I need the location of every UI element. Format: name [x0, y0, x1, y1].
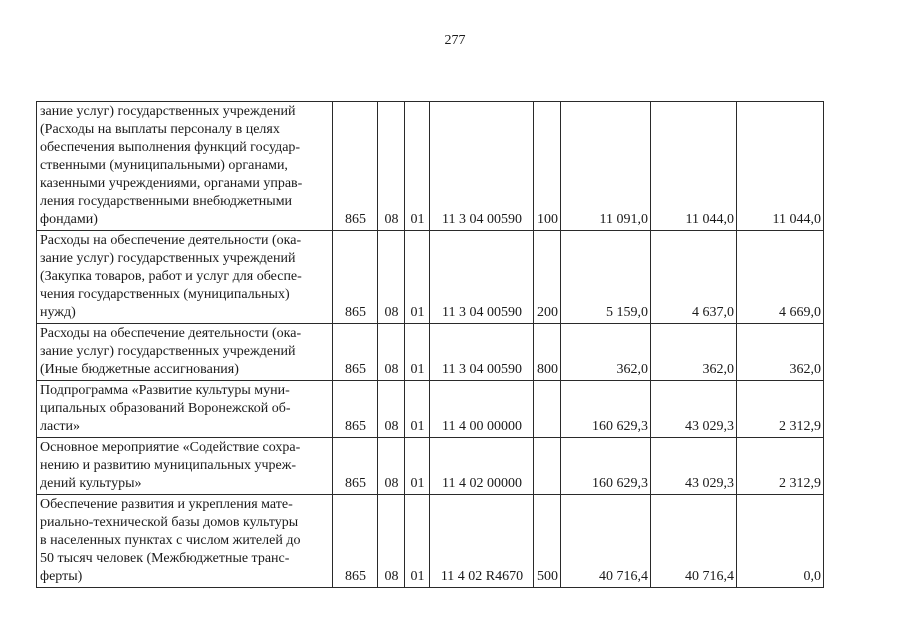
- amount-year3-cell: 11 044,0: [737, 102, 824, 231]
- description-line: риально-технической базы домов культуры: [40, 515, 299, 530]
- subsection-code-cell: 01: [405, 324, 430, 381]
- target-article-cell: 11 3 04 00590: [430, 324, 534, 381]
- target-article-cell: 11 4 00 00000: [430, 381, 534, 438]
- description-line: нению и развитию муниципальных учреж-: [40, 458, 297, 473]
- ministry-code-cell: 865: [333, 231, 378, 324]
- target-article-cell: 11 3 04 00590: [430, 102, 534, 231]
- expense-type-cell: 500: [534, 495, 561, 588]
- description-line: Основное мероприятие «Содействие сохра-: [40, 440, 301, 455]
- ministry-code-cell: 865: [333, 495, 378, 588]
- expense-type-cell: 800: [534, 324, 561, 381]
- subsection-code-cell: 01: [405, 102, 430, 231]
- amount-year1-cell: 160 629,3: [561, 438, 651, 495]
- target-article-cell: 11 4 02 00000: [430, 438, 534, 495]
- description-line: Расходы на обеспечение деятельности (ока-: [40, 326, 302, 341]
- section-code-cell: 08: [378, 102, 405, 231]
- table-row: [37, 231, 824, 324]
- table-row: [37, 495, 824, 588]
- description-line: ципальных образований Воронежской об-: [40, 401, 291, 416]
- subsection-code-cell: 01: [405, 495, 430, 588]
- ministry-code-cell: 865: [333, 102, 378, 231]
- amount-year1-cell: 11 091,0: [561, 102, 651, 231]
- description-line: (Иные бюджетные ассигнования): [40, 362, 239, 377]
- amount-year1-cell: 362,0: [561, 324, 651, 381]
- amount-year2-cell: 362,0: [651, 324, 737, 381]
- table-body: [37, 102, 824, 588]
- description-line: Подпрограмма «Развитие культуры муни-: [40, 383, 290, 398]
- description-line: (Расходы на выплаты персоналу в целях: [40, 122, 280, 137]
- description-line: фондами): [40, 212, 98, 227]
- amount-year1-cell: 5 159,0: [561, 231, 651, 324]
- expense-type-cell: [534, 381, 561, 438]
- amount-year1-cell: 40 716,4: [561, 495, 651, 588]
- expense-description-cell: [37, 438, 333, 495]
- expense-description-cell: [37, 324, 333, 381]
- amount-year2-cell: 40 716,4: [651, 495, 737, 588]
- description-line: в населенных пунктах с числом жителей до: [40, 533, 301, 548]
- section-code-cell: 08: [378, 438, 405, 495]
- description-line: (Закупка товаров, работ и услуг для обеспе-: [40, 269, 302, 284]
- table-row: [37, 438, 824, 495]
- page-number: 277: [444, 33, 466, 48]
- description-line: ласти»: [40, 419, 81, 434]
- expense-type-cell: 100: [534, 102, 561, 231]
- expense-description-cell: [37, 495, 333, 588]
- ministry-code-cell: 865: [333, 438, 378, 495]
- subsection-code-cell: 01: [405, 231, 430, 324]
- subsection-code-cell: 01: [405, 438, 430, 495]
- expense-type-cell: [534, 438, 561, 495]
- amount-year3-cell: 4 669,0: [737, 231, 824, 324]
- section-code-cell: 08: [378, 324, 405, 381]
- description-line: зание услуг) государственных учреждений: [40, 344, 296, 359]
- section-code-cell: 08: [378, 495, 405, 588]
- amount-year2-cell: 11 044,0: [651, 102, 737, 231]
- ministry-code-cell: 865: [333, 381, 378, 438]
- description-line: ственными (муниципальными) органами,: [40, 158, 288, 173]
- description-line: дений культуры»: [40, 476, 142, 491]
- expense-type-cell: 200: [534, 231, 561, 324]
- table-row: [37, 381, 824, 438]
- section-code-cell: 08: [378, 231, 405, 324]
- description-line: обеспечения выполнения функций государ-: [40, 140, 301, 155]
- description-line: Расходы на обеспечение деятельности (ока-: [40, 233, 302, 248]
- expense-description-cell: [37, 231, 333, 324]
- subsection-code-cell: 01: [405, 381, 430, 438]
- description-line: ления государственными внебюджетными: [40, 194, 293, 209]
- budget-table: [36, 101, 824, 588]
- description-line: чения государственных (муниципальных): [40, 287, 290, 302]
- ministry-code-cell: 865: [333, 324, 378, 381]
- amount-year2-cell: 4 637,0: [651, 231, 737, 324]
- amount-year2-cell: 43 029,3: [651, 438, 737, 495]
- target-article-cell: 11 3 04 00590: [430, 231, 534, 324]
- amount-year1-cell: 160 629,3: [561, 381, 651, 438]
- expense-description-cell: [37, 381, 333, 438]
- table-row: [37, 102, 824, 231]
- amount-year3-cell: 2 312,9: [737, 438, 824, 495]
- description-line: зание услуг) государственных учреждений: [40, 104, 296, 119]
- target-article-cell: 11 4 02 R4670: [430, 495, 534, 588]
- amount-year3-cell: 0,0: [737, 495, 824, 588]
- description-line: зание услуг) государственных учреждений: [40, 251, 296, 266]
- description-line: ферты): [40, 569, 83, 584]
- expense-description-cell: [37, 102, 333, 231]
- section-code-cell: 08: [378, 381, 405, 438]
- amount-year2-cell: 43 029,3: [651, 381, 737, 438]
- description-line: 50 тысяч человек (Межбюджетные транс-: [40, 551, 290, 566]
- description-line: казенными учреждениями, органами управ-: [40, 176, 303, 191]
- amount-year3-cell: 2 312,9: [737, 381, 824, 438]
- description-line: Обеспечение развития и укрепления мате-: [40, 497, 293, 512]
- description-line: нужд): [40, 305, 76, 320]
- amount-year3-cell: 362,0: [737, 324, 824, 381]
- table-row: [37, 324, 824, 381]
